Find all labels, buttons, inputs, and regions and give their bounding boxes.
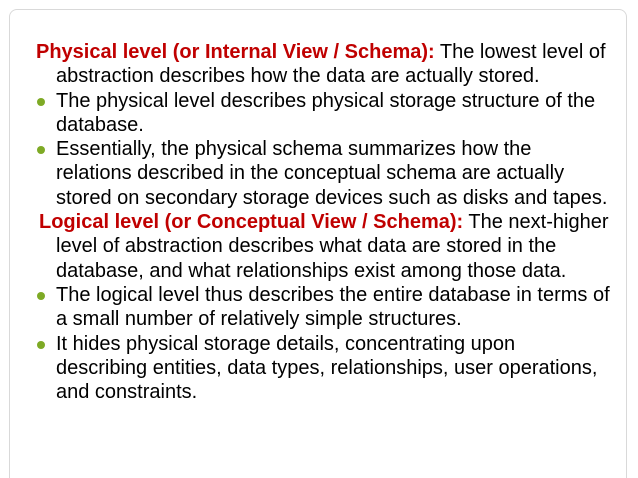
list-item [0, 137, 638, 210]
slide-content [0, 40, 638, 404]
logical-level-paragraph [0, 210, 638, 283]
list-item [0, 283, 638, 332]
bullet-text: The physical level describes physical storage structure of the database. [56, 89, 596, 136]
physical-level-heading: Physical level (or Internal View / Schema): [36, 41, 435, 63]
bullet-icon [37, 146, 45, 154]
list-item [0, 332, 638, 405]
logical-level-intro: The next-higher level of abstraction describes what data are stored in the database, and what relationships exist among those data. [56, 211, 609, 282]
bullet-icon [37, 292, 45, 300]
bullet-text: It hides physical storage details, concentrating upon describing entities, data types, relationships, user operations, and constraints. [56, 332, 598, 404]
physical-level-intro: The lowest level of abstraction describes how the data are actually stored. [56, 41, 606, 88]
logical-level-heading: Logical level (or Conceptual View / Schema): [39, 211, 464, 234]
bullet-icon [37, 98, 45, 106]
bullet-text: The logical level thus describes the entire database in terms of a small number of relatively simple structures. [56, 283, 610, 331]
bullet-icon [37, 341, 45, 349]
list-item [0, 89, 638, 138]
physical-level-paragraph [0, 40, 638, 89]
bullet-text: Essentially, the physical schema summarizes how the relations described in the conceptual schema are actually stored on secondary storage devices such as disks and tapes. [56, 138, 608, 209]
